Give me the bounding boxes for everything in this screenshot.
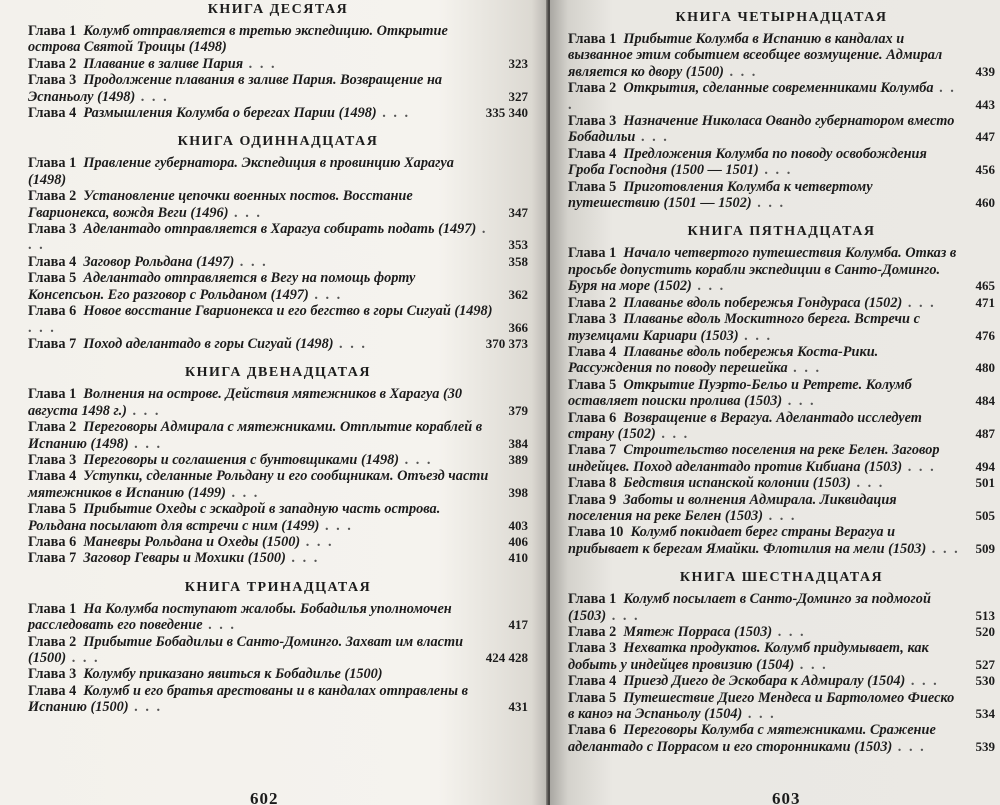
dot-leader: . . . bbox=[28, 221, 488, 254]
dot-leader: . . . bbox=[243, 55, 277, 72]
chapter-label: Глава 1 bbox=[568, 591, 617, 608]
dot-leader: . . . bbox=[763, 507, 797, 524]
chapter-label: Глава 1 bbox=[28, 386, 77, 403]
toc-entry bbox=[28, 254, 528, 270]
chapter-label: Глава 4 bbox=[568, 145, 617, 162]
chapter-title: Нехватка продуктов. Колумб придумывает, как добыть у индейцев провизию (1504) bbox=[568, 640, 929, 673]
toc-entry bbox=[28, 468, 528, 501]
toc-entry bbox=[28, 270, 528, 303]
chapter-label: Глава 3 bbox=[28, 451, 77, 468]
toc-entry bbox=[568, 245, 995, 294]
toc-entry bbox=[28, 550, 528, 566]
page-number: 347 bbox=[508, 204, 528, 220]
dot-leader: . . . bbox=[333, 335, 367, 352]
page-number: 323 bbox=[508, 55, 528, 71]
chapter-label: Глава 8 bbox=[568, 475, 617, 492]
dot-leader: . . . bbox=[319, 517, 353, 534]
page-number: 370 373 bbox=[485, 335, 528, 351]
chapter-label: Глава 3 bbox=[568, 113, 617, 130]
dot-leader: . . . bbox=[905, 673, 939, 690]
toc-entry bbox=[568, 344, 995, 377]
chapter-title: Колумб отправляется в третью экспедицию. Открытие острова Святой Троицы (1498) bbox=[28, 23, 448, 56]
book-heading: КНИГА ОДИННАДЦАТАЯ bbox=[177, 134, 379, 150]
left-page-number: 602 bbox=[250, 789, 279, 805]
chapter-title: Возвращение в Верагуа. Аделантадо исследует страну (1502) bbox=[568, 409, 922, 442]
chapter-title: Начало четвертого путешествия Колумба. Отказ в просьбе допустить корабли экспедиции в Санто-Доминго. Буря на море (1502) bbox=[568, 245, 957, 295]
page-number: 424 428 bbox=[485, 650, 528, 665]
toc-entry bbox=[568, 524, 995, 557]
toc-entry bbox=[568, 146, 995, 179]
chapter-label: Глава 5 bbox=[28, 501, 77, 518]
chapter-title: Мятеж Порраса (1503) bbox=[623, 624, 773, 640]
toc-entry bbox=[28, 23, 528, 56]
page-number: 406 bbox=[508, 533, 528, 549]
chapter-title: Аделантадо отправляется в Харагуа собирать подать (1497) bbox=[83, 221, 477, 238]
chapter-label: Глава 3 bbox=[568, 311, 617, 328]
chapter-title: Продолжение плавания в заливе Пария. Возвращение на Эспаньолу (1498) bbox=[28, 72, 443, 105]
dot-leader: . . . bbox=[228, 204, 262, 221]
dot-leader: . . . bbox=[758, 162, 793, 179]
dot-leader: . . . bbox=[128, 699, 163, 716]
chapter-title: Путешествие Диего Мендеса и Бартоломео Фиеско в каноэ на Эспаньолу (1504) bbox=[568, 689, 955, 723]
page-number: 353 bbox=[508, 237, 528, 253]
chapter-label: Глава 5 bbox=[28, 270, 77, 287]
toc-entry bbox=[28, 155, 528, 188]
chapter-label: Глава 6 bbox=[28, 303, 77, 320]
dot-leader: . . . bbox=[738, 327, 773, 344]
chapter-label: Глава 4 bbox=[28, 682, 77, 699]
page-number: 447 bbox=[975, 129, 995, 145]
chapter-title: Плаванье вдоль побережья Гондураса (1502) bbox=[623, 294, 903, 311]
page-number: 509 bbox=[975, 540, 995, 556]
chapter-title: Прибытие Охеды с эскадрой в западную часть острова. Рольдана посылают для встречи с ним (1499) bbox=[28, 501, 441, 534]
chapter-title: Колумб посылает в Санто-Доминго за подмогой (1503) bbox=[568, 591, 931, 624]
dot-leader: . . . bbox=[202, 617, 236, 634]
page-number: 513 bbox=[975, 607, 995, 623]
toc-entry bbox=[28, 72, 528, 105]
chapter-title: На Колумба поступают жалобы. Бобадилья уполномочен расследовать его поведение bbox=[28, 600, 452, 634]
toc-entry bbox=[568, 673, 995, 689]
page-number: 471 bbox=[975, 294, 995, 310]
book-heading: КНИГА ЧЕТЫРНАДЦАТАЯ bbox=[675, 10, 888, 25]
toc-entry bbox=[28, 56, 528, 72]
chapter-label: Глава 9 bbox=[568, 491, 617, 508]
toc-entry bbox=[568, 311, 995, 344]
page-number: 494 bbox=[975, 458, 995, 474]
chapter-label: Глава 5 bbox=[568, 689, 617, 706]
dot-leader: . . . bbox=[399, 451, 433, 468]
toc-entry bbox=[568, 179, 995, 212]
dot-leader: . . . bbox=[850, 475, 885, 492]
toc-entry bbox=[568, 475, 995, 491]
dot-leader: . . . bbox=[285, 550, 320, 567]
chapter-title: Плаванье вдоль Москитного берега. Встречи с туземцами Кариари (1503) bbox=[568, 311, 920, 344]
dot-leader: . . . bbox=[902, 294, 936, 311]
page-number: 439 bbox=[975, 63, 995, 79]
toc-entry bbox=[28, 666, 528, 682]
toc-entry bbox=[568, 113, 995, 146]
chapter-title: Правление губернатора. Экспедиция в провинцию Харагуа (1498) bbox=[28, 155, 454, 188]
dot-leader: . . . bbox=[606, 607, 640, 624]
page-number: 456 bbox=[975, 162, 995, 178]
chapter-label: Глава 7 bbox=[568, 442, 617, 459]
toc-entry bbox=[28, 452, 528, 468]
chapter-label: Глава 5 bbox=[568, 178, 617, 195]
page-number: 417 bbox=[508, 617, 528, 633]
chapter-title: Заговор Гевары и Мохики (1500) bbox=[83, 550, 286, 567]
chapter-title: Заговор Рольдана (1497) bbox=[83, 253, 235, 270]
chapter-title: Назначение Николаса Овандо губернатором вместо Бобадильи bbox=[568, 113, 955, 146]
toc-entry bbox=[568, 722, 995, 755]
right-contents bbox=[568, 9, 995, 755]
chapter-title: Колумбу приказано явиться к Бобадилье (1500) bbox=[83, 666, 383, 683]
book-heading: КНИГА ШЕСТНАДЦАТАЯ bbox=[679, 570, 884, 586]
page-number: 487 bbox=[975, 425, 995, 441]
toc-entry bbox=[568, 624, 995, 640]
chapter-label: Глава 2 bbox=[28, 419, 77, 436]
chapter-label: Глава 1 bbox=[568, 31, 617, 47]
toc-entry bbox=[568, 690, 995, 723]
dot-leader: . . . bbox=[926, 540, 960, 557]
dot-leader: . . . bbox=[782, 393, 816, 410]
toc-entry bbox=[568, 410, 995, 443]
chapter-title: Размышления Колумба о берегах Парии (1498) bbox=[83, 105, 377, 122]
chapter-title: Плаванье вдоль побережья Коста-Рики. Рассуждения по поводу перешейка bbox=[568, 343, 879, 377]
chapter-title: Маневры Рольдана и Охеды (1500) bbox=[83, 533, 301, 550]
page-number: 443 bbox=[975, 96, 995, 112]
chapter-title: Колумб и его братья арестованы и в кандалах отправлены в Испанию (1500) bbox=[28, 682, 468, 716]
chapter-label: Глава 4 bbox=[28, 105, 77, 122]
left-contents bbox=[28, 1, 528, 716]
chapter-label: Глава 2 bbox=[568, 80, 617, 97]
chapter-title: Приготовления Колумба к четвертому путешествию (1501 — 1502) bbox=[568, 178, 873, 212]
chapter-label: Глава 3 bbox=[28, 666, 77, 683]
dot-leader: . . . bbox=[751, 195, 786, 212]
page-number: 358 bbox=[508, 253, 528, 269]
page-number: 460 bbox=[975, 195, 995, 211]
chapter-title: Уступки, сделанные Рольдану и его сообщникам. Отъезд части мятежников в Испанию (1499) bbox=[28, 468, 489, 501]
dot-leader: . . . bbox=[568, 80, 956, 113]
toc-entry bbox=[28, 419, 528, 452]
chapter-label: Глава 1 bbox=[568, 245, 617, 262]
chapter-label: Глава 10 bbox=[568, 524, 624, 541]
page-number: 410 bbox=[508, 550, 528, 566]
page-number: 379 bbox=[508, 402, 528, 418]
page-number: 480 bbox=[975, 360, 995, 376]
chapter-title: Строительство поселения на реке Белен. Заговор индейцев. Поход аделантадо против Кибиана (1503) bbox=[568, 442, 940, 475]
dot-leader: . . . bbox=[742, 706, 776, 723]
toc-entry bbox=[568, 591, 995, 624]
page-number: 501 bbox=[975, 475, 995, 491]
chapter-label: Глава 2 bbox=[568, 294, 617, 311]
chapter-label: Глава 1 bbox=[28, 23, 77, 39]
chapter-label: Глава 2 bbox=[28, 55, 77, 72]
chapter-title: Прибытие Бобадильи в Санто-Доминго. Захват им власти (1500) bbox=[28, 633, 464, 666]
chapter-label: Глава 2 bbox=[28, 633, 77, 650]
dot-leader: . . . bbox=[772, 624, 806, 640]
chapter-label: Глава 1 bbox=[28, 155, 77, 172]
chapter-label: Глава 3 bbox=[28, 221, 77, 238]
page-number: 539 bbox=[975, 738, 995, 754]
book-heading: КНИГА ДВЕНАДЦАТАЯ bbox=[185, 365, 371, 381]
chapter-title: Установление цепочки военных постов. Восстание Гварионекса, вождя Веги (1496) bbox=[28, 188, 413, 221]
toc-entry bbox=[28, 634, 528, 667]
toc-entry bbox=[28, 683, 528, 716]
page-number: 389 bbox=[508, 451, 528, 467]
toc-entry bbox=[28, 386, 528, 419]
chapter-label: Глава 4 bbox=[28, 253, 77, 270]
page-number: 403 bbox=[508, 517, 528, 533]
chapter-label: Глава 3 bbox=[568, 640, 617, 657]
dot-leader: . . . bbox=[691, 278, 726, 295]
chapter-label: Глава 5 bbox=[568, 376, 617, 393]
book-heading: КНИГА ТРИНАДЦАТАЯ bbox=[184, 579, 372, 595]
dot-leader: . . . bbox=[234, 253, 268, 270]
page-number: 362 bbox=[508, 286, 528, 302]
dot-leader: . . . bbox=[635, 129, 669, 146]
dot-leader: . . . bbox=[892, 738, 926, 755]
right-page-number: 603 bbox=[772, 789, 801, 805]
toc-entry bbox=[568, 492, 995, 525]
dot-leader: . . . bbox=[135, 88, 169, 105]
toc-entry bbox=[568, 295, 995, 311]
chapter-title: Открытие Пуэрто-Бельо и Ретрете. Колумб оставляет поиски пролива (1503) bbox=[568, 376, 912, 410]
toc-entry bbox=[28, 105, 528, 121]
dot-leader: . . . bbox=[902, 458, 936, 475]
toc-entry bbox=[568, 80, 995, 113]
chapter-label: Глава 2 bbox=[28, 188, 77, 205]
toc-entry bbox=[28, 188, 528, 221]
dot-leader: . . . bbox=[308, 286, 343, 303]
page-number: 476 bbox=[975, 327, 995, 343]
dot-leader: . . . bbox=[300, 533, 334, 550]
page-number: 530 bbox=[975, 673, 995, 689]
toc-entry bbox=[28, 534, 528, 550]
dot-leader: . . . bbox=[126, 402, 161, 419]
chapter-title: Заботы и волнения Адмирала. Ликвидация поселения на реке Белен (1503) bbox=[568, 491, 897, 524]
chapter-title: Переговоры Колумба с мятежниками. Сражение аделантадо с Поррасом и его сторонниками (1503) bbox=[568, 722, 936, 755]
page-number: 465 bbox=[975, 278, 995, 294]
dot-leader: . . . bbox=[723, 63, 758, 80]
book-heading: КНИГА ПЯТНАДЦАТАЯ bbox=[687, 224, 876, 240]
toc-entry bbox=[568, 442, 995, 475]
chapter-label: Глава 7 bbox=[28, 550, 77, 567]
dot-leader: . . . bbox=[794, 656, 828, 673]
toc-entry bbox=[28, 336, 528, 352]
chapter-title: Переговоры и соглашения с бунтовщиками (1498) bbox=[83, 451, 400, 468]
chapter-title: Предложения Колумба по поводу освобождения Гроба Господня (1500 — 1501) bbox=[568, 145, 927, 179]
chapter-title: Прибытие Колумба в Испанию в кандалах и вызванное этим событием всеобщее возмущение. Адмирал является ко двору (1500) bbox=[568, 31, 943, 80]
chapter-title: Аделантадо отправляется в Вегу на помощь форту Консепсьон. Его разговор с Рольданом (1497) bbox=[28, 270, 416, 303]
toc-entry bbox=[28, 221, 528, 254]
toc-entry bbox=[568, 640, 995, 673]
chapter-title: Поход аделантадо в горы Сигуай (1498) bbox=[83, 335, 334, 352]
page-number: 398 bbox=[508, 484, 528, 500]
chapter-title: Бедствия испанской колонии (1503) bbox=[623, 475, 851, 492]
toc-entry bbox=[28, 601, 528, 634]
chapter-label: Глава 1 bbox=[28, 600, 77, 617]
toc-entry bbox=[568, 31, 995, 80]
dot-leader: . . . bbox=[787, 360, 822, 377]
right-page bbox=[550, 0, 1000, 805]
page-number: 335 340 bbox=[485, 105, 528, 121]
toc-entry bbox=[568, 377, 995, 410]
chapter-label: Глава 3 bbox=[28, 72, 77, 89]
chapter-label: Глава 4 bbox=[28, 468, 77, 485]
chapter-label: Глава 4 bbox=[568, 343, 617, 360]
chapter-title: Плавание в заливе Пария bbox=[83, 55, 244, 72]
chapter-label: Глава 6 bbox=[568, 409, 617, 426]
chapter-label: Глава 4 bbox=[568, 673, 617, 690]
chapter-title: Новое восстание Гварионекса и его бегство в горы Сигуай (1498) bbox=[83, 303, 493, 320]
dot-leader: . . . bbox=[28, 319, 56, 336]
dot-leader: . . . bbox=[655, 425, 690, 442]
page-number: 431 bbox=[508, 699, 528, 715]
chapter-label: Глава 2 bbox=[568, 624, 617, 640]
chapter-label: Глава 7 bbox=[28, 335, 77, 352]
dot-leader: . . . bbox=[225, 484, 260, 501]
chapter-label: Глава 6 bbox=[568, 722, 617, 739]
page-number: 520 bbox=[975, 624, 995, 639]
chapter-label: Глава 6 bbox=[28, 533, 77, 550]
toc-entry bbox=[28, 303, 528, 336]
page-number: 484 bbox=[975, 393, 995, 409]
dot-leader: . . . bbox=[128, 435, 163, 452]
chapter-title: Колумб покидает берег страны Верагуа и прибывает к берегам Ямайки. Флотилия на мели (1503) bbox=[568, 524, 927, 557]
chapter-title: Приезд Диего де Эскобара к Адмиралу (1504) bbox=[623, 673, 906, 690]
page-number: 327 bbox=[508, 88, 528, 104]
chapter-title: Открытия, сделанные современниками Колумба bbox=[623, 80, 934, 97]
dot-leader: . . . bbox=[376, 105, 411, 122]
page-number: 384 bbox=[508, 435, 528, 451]
page-number: 534 bbox=[975, 706, 995, 722]
page-number: 366 bbox=[508, 319, 528, 335]
dot-leader: . . . bbox=[66, 650, 100, 666]
page-number: 527 bbox=[975, 656, 995, 672]
chapter-title: Переговоры Адмирала с мятежниками. Отплытие кораблей в Испанию (1498) bbox=[28, 419, 483, 452]
page-number: 505 bbox=[975, 507, 995, 523]
chapter-title: Волнения на острове. Действия мятежников в Харагуа (30 августа 1498 г.) bbox=[28, 386, 463, 419]
toc-entry bbox=[28, 501, 528, 534]
book-heading: КНИГА ДЕСЯТАЯ bbox=[207, 2, 349, 17]
